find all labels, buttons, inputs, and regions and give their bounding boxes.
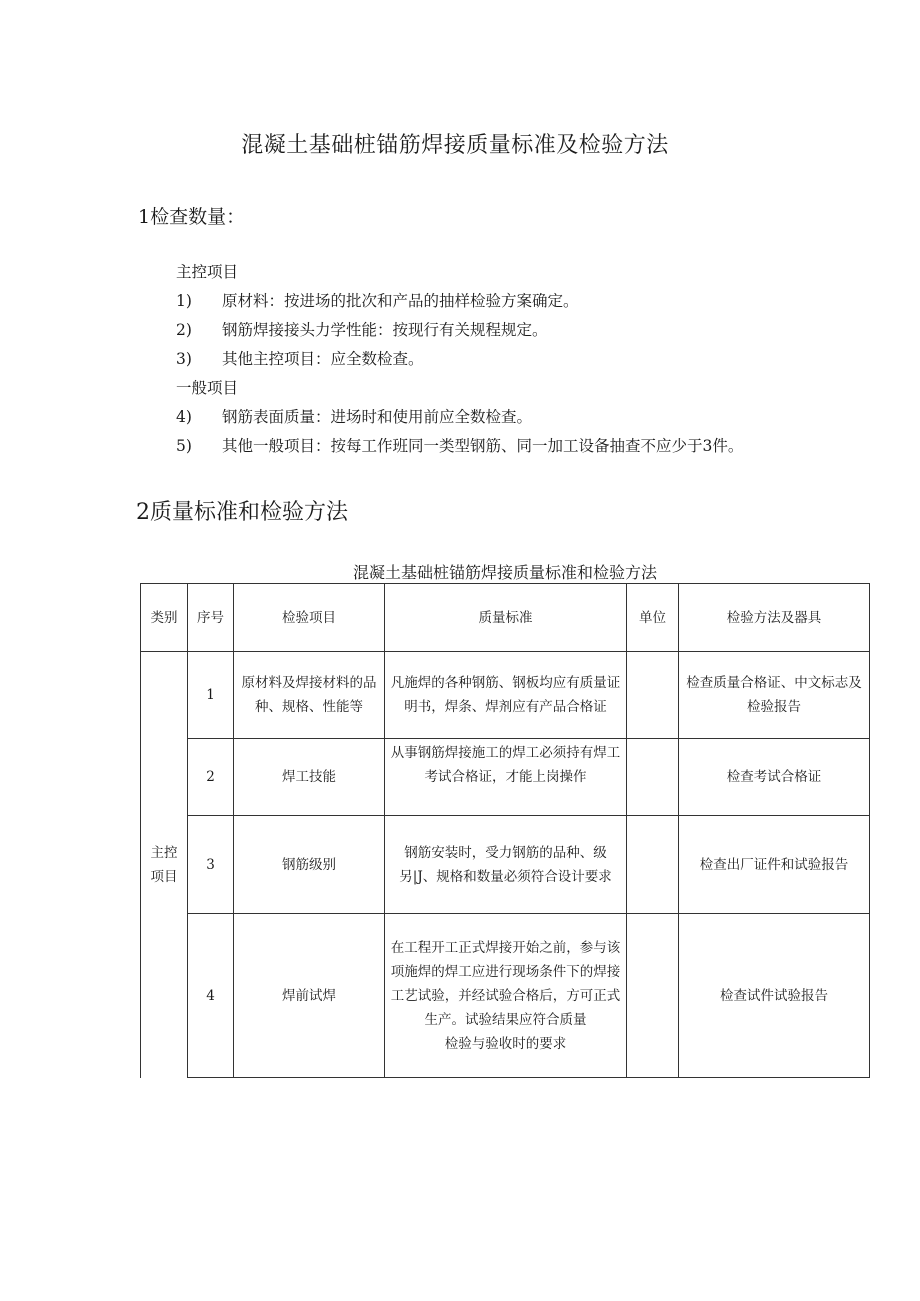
list-item: 5) 其他一般项目：按每工作班同一类型钢筋、同一加工设备抽查不应少于3件。 bbox=[176, 437, 744, 455]
list-item: 主控项目 bbox=[176, 263, 239, 281]
list-item: 4) 钢筋表面质量：进场时和使用前应全数检查。 bbox=[176, 408, 533, 426]
row-item: 焊工技能 bbox=[234, 739, 385, 816]
header-number: 序号 bbox=[188, 584, 234, 652]
row-number: 4 bbox=[188, 914, 234, 1078]
list-item: 1) 原材料：按进场的批次和产品的抽样检验方案确定。 bbox=[176, 292, 579, 310]
row-method: 检查质量合格证、中文标志及检验报告 bbox=[679, 652, 870, 739]
row-unit bbox=[627, 739, 679, 816]
row-number: 2 bbox=[188, 739, 234, 816]
category-cell: 主控项目 bbox=[141, 652, 188, 1078]
row-standard: 从事钢筋焊接施工的焊工必须持有焊工考试合格证，才能上岗操作 bbox=[385, 739, 627, 816]
row-item: 钢筋级别 bbox=[234, 816, 385, 914]
table-row bbox=[141, 739, 870, 816]
row-unit bbox=[627, 914, 679, 1078]
table-caption: 混凝土基础桩锚筋焊接质量标准和检验方法 bbox=[352, 563, 657, 582]
row-standard: 钢筋安装时，受力钢筋的品种、级另|J、规格和数量必须符合设计要求 bbox=[385, 816, 627, 914]
section-2-heading: 2质量标准和检验方法 bbox=[136, 500, 348, 525]
header-method: 检验方法及器具 bbox=[679, 584, 870, 652]
table-header-row bbox=[141, 584, 870, 652]
header-unit: 单位 bbox=[627, 584, 679, 652]
section-1-heading: 1检查数量： bbox=[138, 206, 246, 228]
row-method: 检查出厂证件和试验报告 bbox=[679, 816, 870, 914]
list-item: 2) 钢筋焊接接头力学性能：按现行有关规程规定。 bbox=[176, 321, 548, 339]
header-standard: 质量标准 bbox=[385, 584, 627, 652]
header-item: 检验项目 bbox=[234, 584, 385, 652]
row-standard: 凡施焊的各种钢筋、钢板均应有质量证明书，焊条、焊剂应有产品合格证 bbox=[385, 652, 627, 739]
table-row bbox=[141, 914, 870, 1078]
quality-standard-table bbox=[140, 583, 870, 1078]
row-standard: 在工程开工正式焊接开始之前，参与该项施焊的焊工应进行现场条件下的焊接工艺试验，并经试验合格后，方可正式生产。试验结果应符合质量 检验与验收时的要求 bbox=[385, 914, 627, 1078]
document-title: 混凝土基础桩锚筋焊接质量标准及检验方法 bbox=[241, 133, 669, 158]
table-row bbox=[141, 816, 870, 914]
row-item: 原材料及焊接材料的品种、规格、性能等 bbox=[234, 652, 385, 739]
row-item: 焊前试焊 bbox=[234, 914, 385, 1078]
row-number: 1 bbox=[188, 652, 234, 739]
inspection-quantity-list bbox=[176, 258, 743, 461]
list-item: 3) 其他主控项目：应全数检查。 bbox=[176, 350, 424, 368]
table-row bbox=[141, 652, 870, 739]
row-method: 检查考试合格证 bbox=[679, 739, 870, 816]
header-category: 类别 bbox=[141, 584, 188, 652]
row-unit bbox=[627, 816, 679, 914]
row-method: 检查试件试验报告 bbox=[679, 914, 870, 1078]
row-number: 3 bbox=[188, 816, 234, 914]
row-unit bbox=[627, 652, 679, 739]
list-item: 一般项目 bbox=[176, 379, 239, 397]
